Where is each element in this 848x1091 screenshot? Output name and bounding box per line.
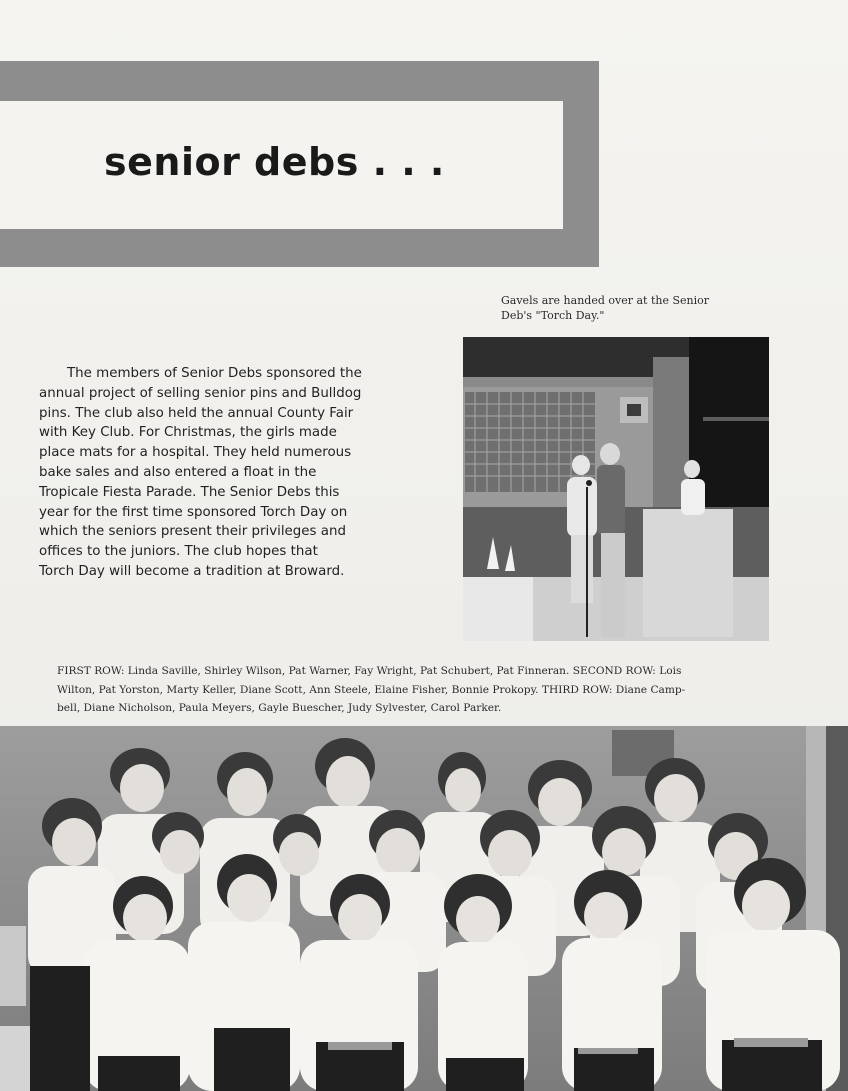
- roster-line: FIRST ROW: Linda Saville, Shirley Wilson, Pat Warner, Fay Wright, Pat Schubert, Pat Finneran. SECOND ROW: Lois: [57, 665, 682, 677]
- roster-caption: [57, 662, 787, 718]
- torch-day-photo-image: [463, 337, 769, 641]
- body-line: place mats for a hospital. They held numerous: [39, 445, 352, 461]
- body-line: which the seniors present their privileges and: [39, 524, 346, 540]
- body-line: bake sales and also entered a float in the: [39, 464, 317, 480]
- body-paragraph: [39, 364, 419, 582]
- photo-caption: [501, 293, 751, 323]
- body-line: offices to the juniors. The club hopes that: [39, 544, 318, 560]
- body-line: Torch Day will become a tradition at Broward.: [39, 563, 345, 579]
- photo-caption-line: Deb's "Torch Day.": [501, 309, 605, 322]
- body-line: annual project of selling senior pins and Bulldog: [39, 385, 362, 401]
- photo-caption-line: Gavels are handed over at the Senior: [501, 294, 709, 307]
- body-line: year for the first time sponsored Torch Day on: [39, 504, 348, 520]
- group-photo: [0, 726, 848, 1091]
- roster-line: bell, Diane Nicholson, Paula Meyers, Gayle Buescher, Judy Sylvester, Carol Parker.: [57, 702, 502, 714]
- body-line: pins. The club also held the annual County Fair: [39, 405, 354, 421]
- page-title: senior debs . . .: [104, 140, 445, 184]
- body-line: with Key Club. For Christmas, the girls made: [39, 425, 337, 441]
- roster-line: Wilton, Pat Yorston, Marty Keller, Diane Scott, Ann Steele, Elaine Fisher, Bonnie Prokopy. THIRD ROW: Diane Camp-: [57, 683, 686, 696]
- torch-day-photo: [463, 337, 769, 641]
- body-line: The members of Senior Debs sponsored the: [67, 366, 362, 381]
- body-line: Tropicale Fiesta Parade. The Senior Debs this: [39, 484, 340, 500]
- group-photo-image: [0, 726, 848, 1091]
